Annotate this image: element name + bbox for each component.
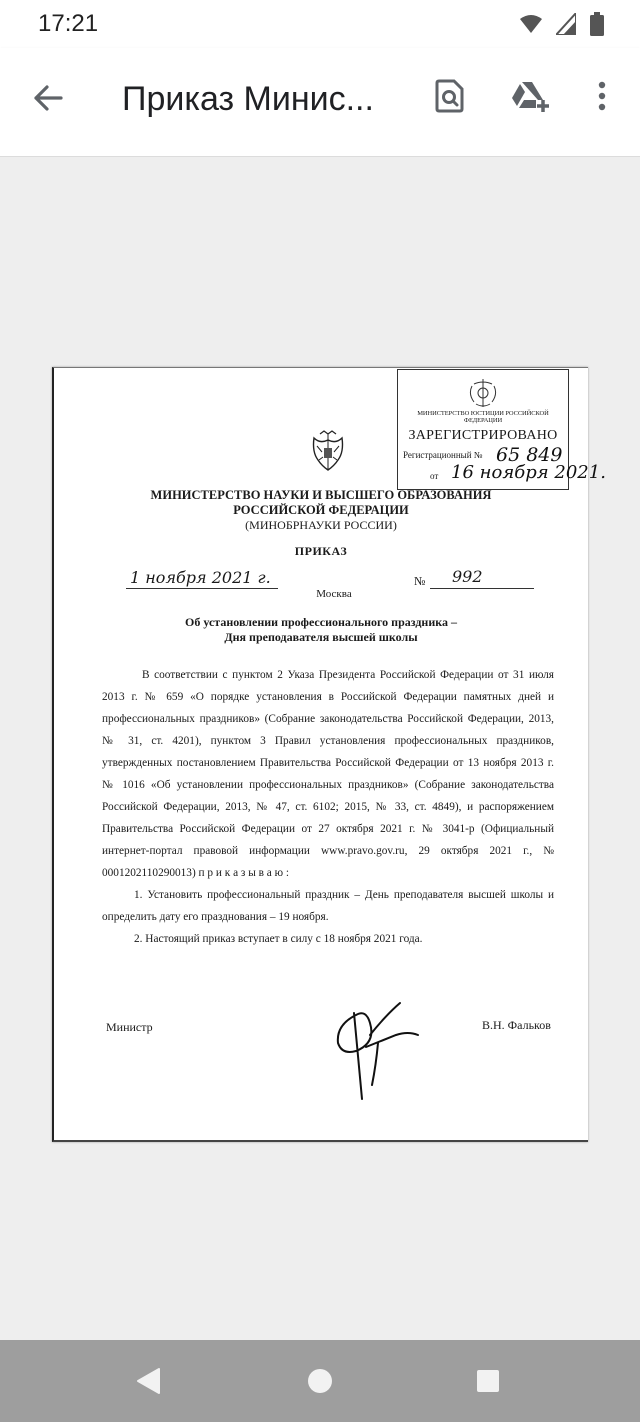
status-bar xyxy=(0,0,640,48)
nav-recents-button[interactable] xyxy=(468,1361,508,1401)
document-search-icon xyxy=(435,79,465,113)
arrow-back-icon xyxy=(33,85,63,111)
document-viewer[interactable] xyxy=(0,157,640,1340)
stamp-status: ЗАРЕГИСТРИРОВАНО xyxy=(408,428,558,443)
stamp-number-label: Регистрационный № xyxy=(403,450,483,460)
signer-title: Министр xyxy=(106,1020,153,1034)
ministry-name-line1: МИНИСТЕРСТВО НАУКИ И ВЫСШЕГО ОБРАЗОВАНИЯ xyxy=(150,488,492,502)
find-in-document-button[interactable] xyxy=(428,74,472,118)
document-title: Приказ Минис... xyxy=(122,80,374,118)
paragraph-1: В соответствии с пунктом 2 Указа Президента Российской Федерации от 31 июля 2013 г. № 659 «О порядке установления в Российской Федерации памятных дней и профессиональных праздников» (Собрание законодательства Российской Федерации, 2013, № 31, ст. 4201), пунктом 3 Правил установления профессиональных праздников, утвержденных постановлением Правительства Российской Федерации от 13 ноября 2013 г. № 1016 «Об установлении профессиональных праздников» (Собрание законодательства Российской Федерации, 2013, № 47, ст. 6102; 2015, № 33, ст. 4849), и распоряжением Правительства Российской Федерации от 27 октября 2021 г. № 3041-р (Официальный интернет-портал правовой информации www.pravo.gov.ru, 29 октября 2021 г., № 0001202110290013) п р и к а з ы в а ю : xyxy=(102,669,554,879)
signal-icon xyxy=(556,13,576,35)
signer-name: В.Н. Фальков xyxy=(482,1018,551,1032)
nav-home-button[interactable] xyxy=(300,1361,340,1401)
document-body xyxy=(102,664,554,950)
app-bar xyxy=(0,48,640,157)
nav-back-button[interactable] xyxy=(128,1361,168,1401)
add-to-drive-button[interactable] xyxy=(508,74,552,118)
nav-recents-icon xyxy=(476,1369,500,1393)
stamp-date: 16 ноября 2021. xyxy=(451,462,606,483)
subject-line1: Об установлении профессионального праздника – xyxy=(185,615,457,629)
registration-stamp xyxy=(397,369,606,490)
paragraph-2: 1. Установить профессиональный праздник – День преподавателя высшей школы и определить дату его празднования – 19 ноября. xyxy=(102,889,554,923)
ministry-short-name: (МИНОБРНАУКИ РОССИИ) xyxy=(245,518,397,532)
status-icons xyxy=(520,12,604,36)
battery-icon xyxy=(590,12,604,36)
ministry-name-line2: РОССИЙСКОЙ ФЕДЕРАЦИИ xyxy=(233,503,409,517)
stamp-number: 65 849 xyxy=(496,444,563,466)
nav-back-icon xyxy=(135,1367,161,1395)
more-vert-icon xyxy=(598,81,606,111)
stamp-from-label: от xyxy=(430,471,439,481)
signing-date: 1 ноября 2021 г. xyxy=(130,568,271,587)
status-time: 17:21 xyxy=(38,10,99,37)
stamp-org: МИНИСТЕРСТВО ЮСТИЦИИ РОССИЙСКОЙ ФЕДЕРАЦИИ xyxy=(417,410,549,424)
document-page xyxy=(52,367,606,1142)
paragraph-3: 2. Настоящий приказ вступает в силу с 18 ноября 2021 года. xyxy=(134,933,423,945)
coat-of-arms-icon xyxy=(310,430,346,474)
stamp-emblem-icon xyxy=(464,376,502,410)
nav-home-icon xyxy=(307,1368,333,1394)
order-number: 992 xyxy=(452,567,483,586)
system-nav-bar xyxy=(0,1340,640,1422)
wifi-icon xyxy=(520,14,542,34)
subject-line2: Дня преподавателя высшей школы xyxy=(224,630,418,644)
document-type: ПРИКАЗ xyxy=(294,544,348,558)
number-label: № xyxy=(414,574,426,588)
more-options-button[interactable] xyxy=(580,74,624,118)
city: Москва xyxy=(316,588,352,600)
back-button[interactable] xyxy=(26,76,70,120)
handwritten-signature xyxy=(326,995,426,1105)
drive-add-icon xyxy=(510,80,550,112)
